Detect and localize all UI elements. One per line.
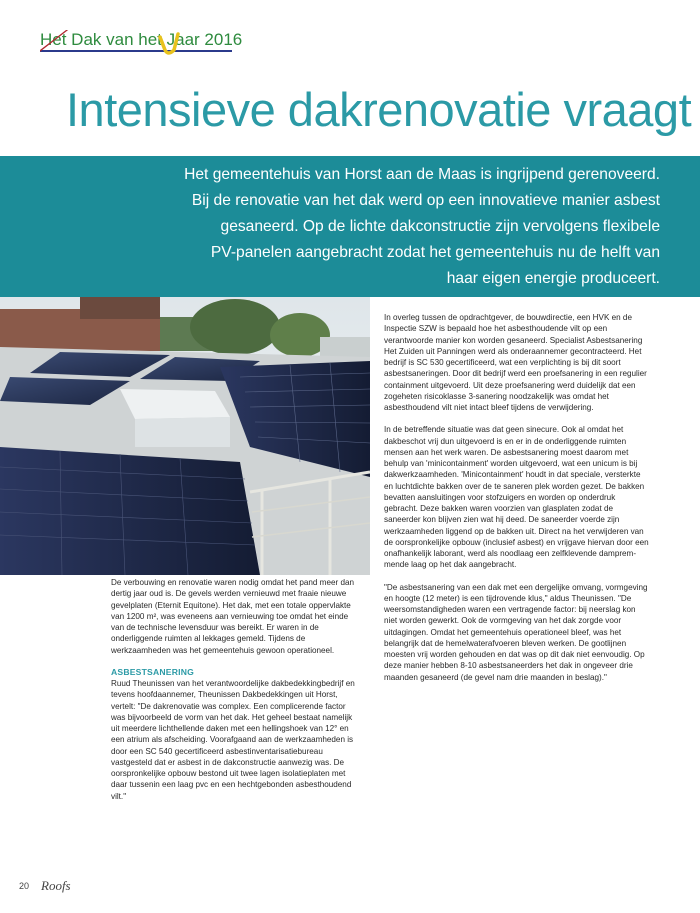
page-number: 20 bbox=[19, 881, 30, 891]
logo-slash-icon bbox=[40, 30, 235, 60]
paragraph: In de betreffende situatie was dat geen sinecure. Ook al omdat het dakbeschot vrij dun uitgevoerd is en er in de onderliggende ruimten mensen aan het werk waren. De asbestsanering moest daarom met behulp van 'minicontainment' worden uitgevoerd, wat een unicum is bij dakwerkzaamheden. 'Minicontainment' houdt in dat speciale, versterkte en luchtdichte bakken over de te saneren plek worden gezet. De bakken bevatten aansluitingen voor stofzuigers en worden op onderdruk gebracht. Deze bakken waren voorzien van glasplaten zodat de saneerder kon blijven zien wat hij deed. De saneerder voerde zijn werkzaamheden liggend op de bakken uit. Direct na het verwijderen van de oorspronkelijke opbouw (inclusief asbest) en vrijgave hiervan door een onafhankelijk laborant, werd als noodlaag een zelfklevende dampremmende laag op het dak aangebracht. bbox=[384, 425, 649, 570]
intro-line: Bij de renovatie van het dak werd op een innovatieve manier asbest bbox=[191, 192, 660, 209]
intro-line: haar eigen energie produceert. bbox=[446, 270, 660, 287]
magazine-brand: Roofs bbox=[41, 878, 71, 893]
section-heading: ASBESTSANERING bbox=[111, 666, 195, 677]
roof-solar-panels-image bbox=[0, 297, 370, 575]
roof-photo bbox=[0, 297, 370, 575]
logo-text: Het Dak van het Jaar 2016 bbox=[40, 30, 243, 49]
paragraph: Ruud Theunissen van het verantwoordelijke dakbedekkingbedrijf en tevens hoofdaannemer, Theunissen Dakbedekkingen uit Horst, vertelt: "De dakrenovatie was complex. Een complicerende factor was bijvoorbeeld de vorm van het dak. Het geheel bestaat namelijk uit meerdere lichthellende daken met een hellingshoek van 12° en een atrium als afscheiding. Voorafgaand aan de werkzaamheden is door een SC 540 gecertificeerd asbestinventarisatiebureau vastgesteld dat er asbest in de dakconstructie aanwezig was. De oorspronkelijke opbouw bestond uit twee lagen isolatieplaten met daar tussenin een laag pvc en een hechtgebonden asbesthoudend vilt." bbox=[111, 679, 355, 801]
dak-van-het-jaar-logo bbox=[40, 30, 243, 60]
page-title: Intensieve dakrenovatie vraagt bbox=[66, 83, 692, 136]
left-column bbox=[111, 577, 361, 802]
paragraph: "De asbestsanering van een dak met een dergelijke omvang, vormgeving en hoogte (12 meter) is een tijdrovende klus," aldus Theunissen. "De weersomstandigheden waren een vertragende factor: bij neerslag kon niet worden gewerkt. Ook de vormgeving van het dak zorgde voor uitdagingen. Omdat het gemeentehuis operationeel bleef, was het belangrijk dat de hemelwaterafvoeren bleven werken. De gootlijnen moesten vrij worden gehouden en dat was op dit dak niet eenvoudig. Op deze manier hebben 8-10 asbestsaneerders het dak in ongeveer drie maanden gesaneerd (de gevel nam drie maanden in beslag)." bbox=[384, 582, 648, 682]
intro-line: gesaneerd. Op de lichte dakconstructie zijn vervolgens flexibele bbox=[220, 218, 660, 235]
intro-line: Het gemeentehuis van Horst aan de Maas is ingrijpend gerenoveerd. bbox=[184, 166, 660, 183]
paragraph: De verbouwing en renovatie waren nodig omdat het pand meer dan dertig jaar oud is. De gevels werden vernieuwd met fraaie nieuwe gevelplaten (Eternit Equitone). Het dak, met een totale oppervlakte van 1200 m², was eveneens aan vernieuwing toe omdat het einde van de technische levensduur was bereikt. Er waren in de onderliggende ruimten al lekkages gemeld. Tijdens de werkzaamheden was het gemeentehuis gewoon operationeel. bbox=[111, 578, 355, 655]
intro-banner bbox=[0, 156, 700, 297]
intro-text bbox=[60, 162, 660, 292]
intro-line: PV-panelen aangebracht zodat het gemeentehuis nu de helft van bbox=[210, 244, 660, 261]
paragraph: In overleg tussen de opdrachtgever, de bouwdirectie, een HVK en de Inspectie SZW is bepaald hoe het asbesthoudende vilt op een verantwoorde manier kon worden gesaneerd. Specialist Asbestsanering Het Zuiden uit Panningen werd als onderaannemer gecontracteerd. Het bedrijf is SC 530 gecertificeerd, wat een verplichting is bij dit soort asbestsaneringen. Door dit bedrijf werd een proefsanering in een regulier containment uitgevoerd. Uit deze proefsanering werd duidelijk dat een zogeheten risicoklasse 3-sanering noodzakelijk was omdat het asbesthoudend vilt niet intact bleef tijdens de verwijdering. bbox=[384, 313, 647, 412]
right-column bbox=[384, 312, 649, 683]
